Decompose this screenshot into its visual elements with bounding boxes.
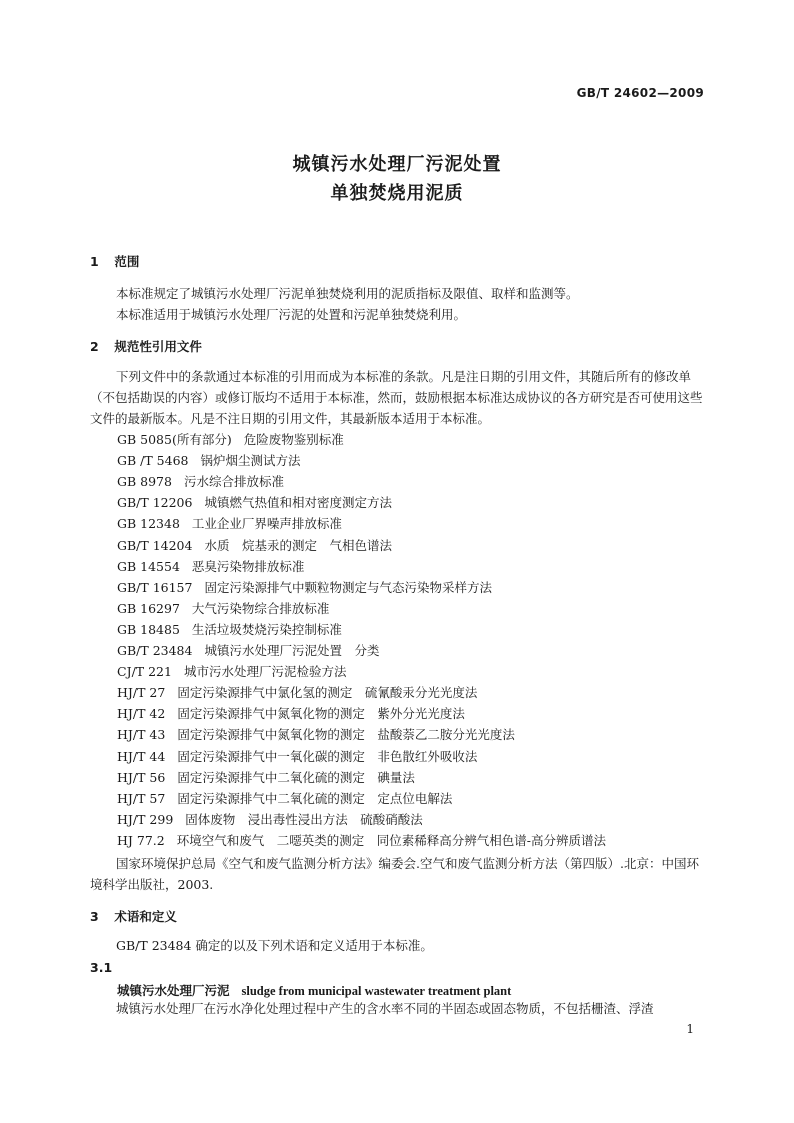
reference-title: 污水综合排放标准 [183, 474, 284, 490]
reference-item [117, 493, 392, 511]
reference-item [117, 810, 423, 828]
reference-title: 城镇污水处理厂污泥处置 分类 [204, 643, 380, 658]
document-title-line-2: 单独焚烧用泥质 [330, 183, 464, 204]
document-title-line-1: 城镇污水处理厂污泥处置 [292, 154, 502, 175]
section-3-heading [90, 907, 177, 925]
reference-title: 生活垃圾焚烧污染控制标准 [191, 621, 342, 637]
reference-code: GB/T 16157 [117, 579, 193, 595]
reference-code: HJ/T 56 [117, 769, 166, 785]
reference-code: CJ/T 221 [117, 664, 172, 680]
reference-item [117, 683, 477, 701]
page-number: 1 [686, 1022, 694, 1036]
reference-title: 环境空气和废气 二噁英类的测定 同位素稀释高分辨气相色谱-高分辨质谱法 [176, 832, 606, 848]
reference-title: 固体废物 浸出毒性浸出方法 硫酸硝酸法 [185, 811, 423, 827]
reference-item [117, 662, 346, 680]
term-entry [117, 981, 511, 999]
reference-item [117, 620, 342, 638]
reference-title: 固定污染源排气中氮氧化物的测定 紫外分光光度法 [177, 706, 465, 722]
reference-code: GB 8978 [117, 474, 172, 490]
reference-code: GB /T 5468 [117, 453, 189, 469]
reference-code: GB/T 12206 [117, 495, 193, 511]
reference-item [117, 789, 452, 807]
reference-title: 锅炉烟尘测试方法 [200, 453, 301, 469]
reference-code: HJ/T 299 [117, 811, 174, 827]
reference-title: 恶臭污染物排放标准 [191, 558, 305, 574]
reference-title: 固定污染源排气中颗粒物测定与气态污染物采样方法 [204, 579, 492, 595]
term-english: sludge from municipal wastewater treatment plant [241, 984, 512, 998]
reference-item [117, 514, 342, 532]
reference-code: GB/T 14204 [117, 537, 193, 553]
reference-code: HJ/T 44 [117, 748, 166, 764]
section-1-para-2: 本标准适用于城镇污水处理厂污泥的处置和污泥单独焚烧利用。 [116, 307, 467, 322]
reference-code: HJ/T 27 [117, 685, 166, 701]
section-title: 术语和定义 [114, 909, 177, 924]
section-1-heading [90, 252, 139, 270]
reference-title: 水质 烷基汞的测定 气相色谱法 [204, 537, 392, 553]
section-3-intro: GB/T 23484 确定的以及下列术语和定义适用于本标准。 [116, 938, 433, 953]
reference-item [117, 747, 477, 765]
section-2-intro: 下列文件中的条款通过本标准的引用而成为本标准的条款。凡是注日期的引用文件，其随后所有的修改单（不包括勘误的内容）或修订版均不适用于本标准，然而，鼓励根据本标准达成协议的各方研究是否可使用这些文件的最新版本。凡是不注日期的引用文件，其最新版本适用于本标准。 [90, 369, 703, 426]
reference-item [117, 599, 329, 617]
reference-code: GB 12348 [117, 516, 180, 532]
section-1-para-1: 本标准规定了城镇污水处理厂污泥单独焚烧利用的泥质指标及限值、取样和监测等。 [116, 286, 579, 301]
term-chinese: 城镇污水处理厂污泥 [117, 983, 230, 998]
reference-code: HJ/T 42 [117, 706, 166, 722]
reference-title: 城市污水处理厂污泥检验方法 [183, 664, 347, 680]
reference-code: GB 18485 [117, 621, 180, 637]
reference-title: 固定污染源排气中氯化氢的测定 硫氰酸汞分光光度法 [177, 685, 478, 701]
reference-code: HJ/T 57 [117, 790, 166, 806]
reference-title: 工业企业厂界噪声排放标准 [191, 516, 342, 532]
reference-item [117, 641, 379, 659]
section-number: 3 [90, 909, 99, 924]
reference-title: 固定污染源排气中二氧化硫的测定 定点位电解法 [177, 790, 453, 806]
reference-title: 固定污染源排气中二氧化硫的测定 碘量法 [177, 769, 415, 785]
reference-code: HJ 77.2 [117, 832, 165, 848]
reference-item [117, 725, 515, 743]
reference-title: 固定污染源排气中氮氧化物的测定 盐酸萘乙二胺分光光度法 [177, 727, 515, 743]
reference-title: 大气污染物综合排放标准 [191, 600, 330, 616]
reference-title: 固定污染源排气中一氧化碳的测定 非色散红外吸收法 [177, 748, 478, 764]
reference-code: GB 14554 [117, 558, 180, 574]
section-2-tail: 国家环境保护总局《空气和废气监测分析方法》编委会.空气和废气监测分析方法（第四版）.北京：中国环境科学出版社，2003. [90, 856, 699, 892]
reference-item [117, 536, 392, 554]
reference-item [117, 557, 304, 575]
reference-code: GB 16297 [117, 600, 180, 616]
reference-item [117, 430, 344, 448]
reference-item [117, 831, 606, 849]
standard-number: GB/T 24602—2009 [576, 86, 704, 100]
section-title: 规范性引用文件 [114, 339, 202, 354]
section-2-heading [90, 337, 202, 355]
reference-item [117, 451, 301, 469]
reference-title: 危险废物鉴别标准 [243, 432, 344, 447]
reference-title: 城镇燃气热值和相对密度测定方法 [204, 495, 392, 511]
subsection-number: 3.1 [90, 960, 113, 975]
reference-code: GB/T 23484 [117, 643, 193, 658]
section-number: 1 [90, 254, 99, 269]
reference-item [117, 472, 284, 490]
section-title: 范围 [114, 254, 140, 269]
reference-item [117, 704, 465, 722]
section-number: 2 [90, 339, 99, 354]
reference-code: GB 5085(所有部分) [117, 432, 232, 447]
reference-item [117, 768, 415, 786]
term-definition: 城镇污水处理厂在污水净化处理过程中产生的含水率不同的半固态或固态物质，不包括栅渣、浮渣 [116, 1001, 654, 1016]
reference-item [117, 578, 492, 596]
reference-code: HJ/T 43 [117, 727, 166, 743]
